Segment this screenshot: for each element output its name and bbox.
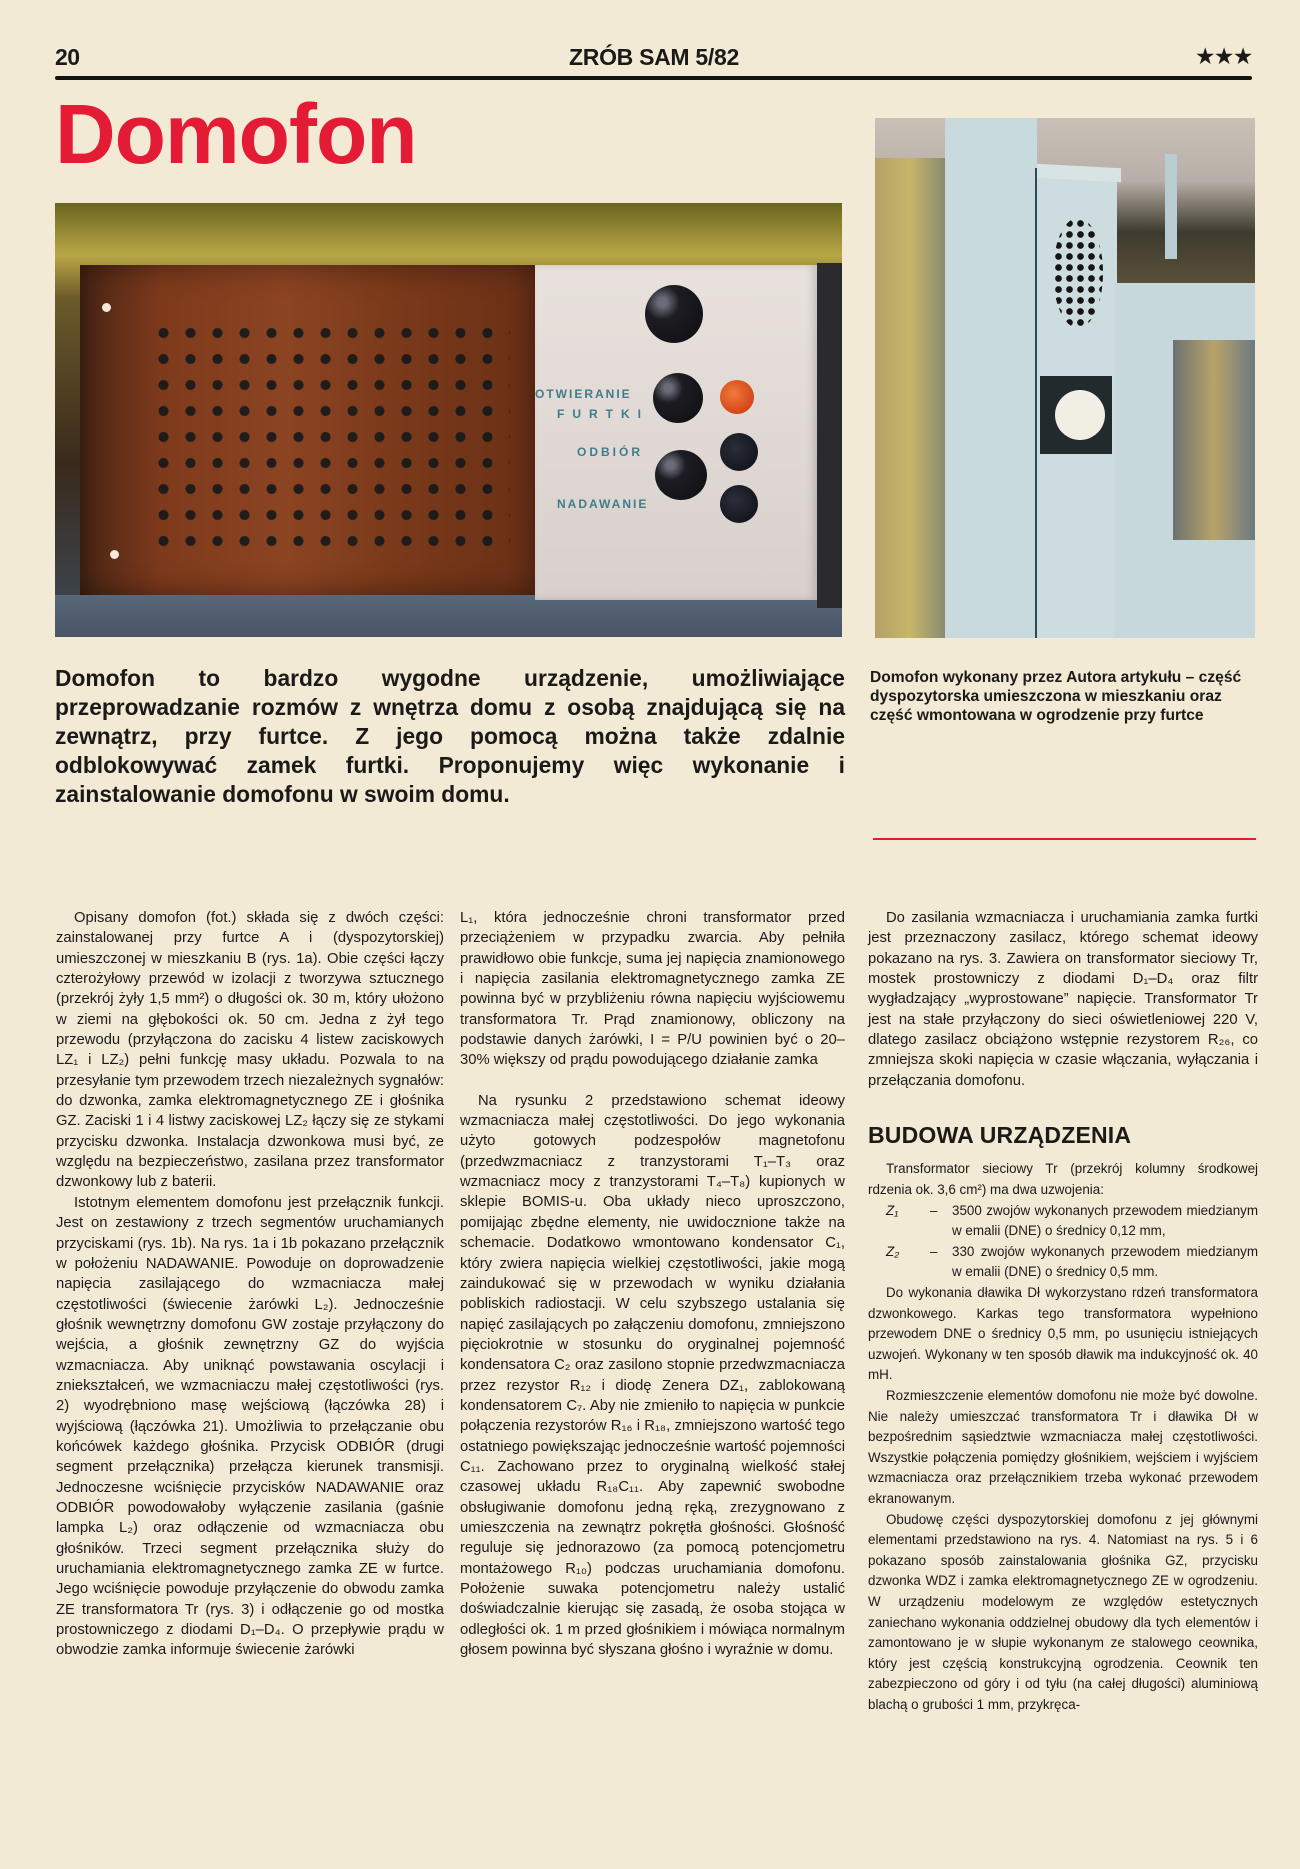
screw-icon xyxy=(110,550,119,559)
knob-top xyxy=(645,285,703,343)
article-title: Domofon xyxy=(55,87,417,181)
bell-button-icon xyxy=(1055,390,1105,440)
photo-caption: Domofon wykonany przez Autora artykułu – część dyspozytorska umieszczona w mieszkaniu oraz część wmontowana w ogrodzenie przy furtce xyxy=(870,669,1242,724)
lamp-indicator-icon xyxy=(720,380,754,414)
outdoor-speaker-grille xyxy=(1053,218,1103,328)
page-number: 20 xyxy=(55,44,80,70)
speaker-cabinet xyxy=(80,265,535,595)
photo-shadow xyxy=(817,263,842,608)
paragraph: Na rysunku 2 przedstawiono schemat ideowy wzmacniacza małej częstotliwości. Do jego wykonania użyto gotowych podzespołów magnetofonu (przedwzmacniacz z tranzystorami T₁–T₃ oraz wzmacniacz mocy z tranzystorami T₄–T₈) kupionych w sklepie BOMIS-u. Oba układy nieco uproszczono, pomijając zbędne elementy, nie uwidocznione także na schemacie. Dodatkowo wmontowano kondensator C₁, który zwiera napięcia wielkiej częstotliwości, jakie mogą zaindukować się w przewodach w wyniku działania pobliskich radiostacji. W celu szybszego ustalania się napięć zasilających po załączeniu domofonu, zmniejszono pięciokrotnie w stosunku do oryginalnej pojemność kondensatora C₂ oraz zasilono stopnie przedwzmacniacza przez rezystor R₁₂ i diodę Zenera DZ₁, zablokowaną kondensatorem C₇. Aby nie zmieniło to napięcia w punkcie połączenia rezystorów R₁₆ i R₁₈, zmniejszono wartość tego ostatniego powiększając jednocześnie wartość pojemności C₁₁. Zachowano przez to oryginalną wielkość stałej czasowej układu R₁₈C₁₁. Aby zapewnić swobodne obsługiwanie domofonu jedną ręką, zrezygnowano z umieszczenia na zewnątrz pokrętła głośności. Głośność reguluje się jednorazowo (za pomocą potencjometru montażowego R₁₀) podczas uruchamiania domofonu. Położenie suwaka potencjometru należy ustalić doświadczalnie kierując się zasadą, że osoba stojąca w odległości ok. 1 m przed głośnikiem i mówiąca normalnym głosem powinna być słyszana głośno i wyraźnie w domu. xyxy=(460,1092,845,1659)
column-1 xyxy=(56,908,444,1661)
fence-bar xyxy=(1165,154,1177,259)
paragraph: Do zasilania wzmacniacza i uruchamiania zamka furtki jest przeznaczony zasilacz, którego schemat ideowy pokazano na rys. 3. Zawiera on transformator sieciowy Tr, mostek prostowniczy z diodami D₁–D₄ oraz filtr wygładzający „wyprostowane” napięcie. Transformator Tr jest na stałe przyłączony do sieci oświetleniowej 220 V, dlatego zasilacz obciążono wstępnie rezystorem R₂₆, co zmniejsza skoki napięcia w czasie włączania, wyłączania i przełączania domofonu. xyxy=(868,910,1258,1089)
fence-background xyxy=(875,158,945,638)
difficulty-stars-icon: ★★★ xyxy=(1196,46,1253,68)
column-2 xyxy=(460,908,845,1660)
knob-transmit xyxy=(720,485,758,523)
speaker-grille xyxy=(150,320,510,560)
paragraph: Obudowę części dyspozytorskiej domofonu z jej głównymi elementami przedstawiono na rys. 4. Natomiast na rys. 5 i 6 pokazano sposób zainstalowania głośnika GZ, przycisku dzwonka WDZ i zamka elektromagnetycznego ZE w ogrodzeniu. W urządzeniu modelowym ze względów estetycznych zaniechano wykonania oddzielnej obudowy dla tych elementów i zamontowano je w słupie wykonanym ze stalowego ceownika, który jest częścią konstrukcyjną ogrodzenia. Ceownik ten zabezpieczono od góry i od tyłu (na całej długości) aluminiową blachą o grubości 1 mm, przykręca- xyxy=(868,1511,1258,1712)
label-receive: ODBIÓR xyxy=(577,445,643,459)
knob-receive xyxy=(720,433,758,471)
knob-transmit-main xyxy=(655,450,707,500)
winding-dash: – xyxy=(930,1202,938,1218)
winding-text: 3500 zwojów wykonanych przewodem miedzianym w emalii (DNE) o średnicy 0,12 mm, xyxy=(952,1202,1258,1239)
section-heading: BUDOWA URZĄDZENIA xyxy=(868,1122,1132,1149)
knob-open-gate xyxy=(653,373,703,423)
label-transmit: NADAWANIE xyxy=(557,497,649,511)
column-3 xyxy=(868,908,1258,1715)
page-header xyxy=(55,40,1253,76)
winding-label: Z₂ xyxy=(886,1243,900,1259)
winding-label: Z₁ xyxy=(886,1202,899,1218)
magazine-issue: ZRÓB SAM 5/82 xyxy=(569,44,739,70)
label-open-gate-1: OTWIERANIE xyxy=(535,387,632,401)
winding-item xyxy=(868,1242,1258,1283)
fence-post xyxy=(945,118,1037,638)
winding-item xyxy=(868,1201,1258,1242)
caption-rule xyxy=(873,838,1256,840)
lead-paragraph: Domofon to bardzo wygodne urządzenie, umożliwiające przeprowadzanie rozmów z wnętrza domu z osobą znajdującą się na zewnątrz, przy furtce. Z jego pomocą można także zdalnie odblokowywać zamek furtki. Proponujemy więc wykonanie i zainstalowanie domofonu w swoim domu. xyxy=(55,665,845,807)
screw-icon xyxy=(102,303,111,312)
label-open-gate-2: FURTKI xyxy=(557,407,649,421)
paragraph: Istotnym elementem domofonu jest przełącznik funkcji. Jest on zestawiony z trzech segmentów uruchamianych przyciskami (rys. 1b). Na rys. 1a i 1b pokazano przełącznik w położeniu NADAWANIE. Powoduje on doprowadzenie napięcia zasilającego do wzmacniacza małej częstotliwości (świecenie żarówki L₂). Jednocześnie głośnik wewnętrzny domofonu GW zostaje przyłączony do wejścia, a głośnik zewnętrzny GZ do wyjścia wzmacniacza. Aby uniknąć powstawania oscylacji i zniekształceń, we wzmacniaczu małej częstotliwości (rys. 2) wyodrębniono masę wejściową (łączówka 28) i wyjściową (łączówka 21). Umożliwia to przełączanie obu końcówek każdego głośnika. Przycisk ODBIÓR (drugi segment przełącznika) przełącza kierunek transmisji. Jednoczesne wciśnięcie przycisków NADAWANIE oraz ODBIÓR powodowałoby wyłączenie zasilania (gaśnie lampka L₂) oraz odłączenie od wzmacniacza obu głośników. Trzeci segment przełącznika służy do uruchamiania elektromagnetycznego zamka ZE w furtce. Jego wciśnięcie powoduje przyłączenie do obwodu zamka ZE transformatora Tr (rys. 3) i odłączenie go od mostka prostowniczego z diodami D₁–D₄. O przepływie prądu w obwodzie zamka informuje świecenie żarówki xyxy=(56,1194,444,1659)
gate-opening xyxy=(1173,340,1255,540)
winding-dash: – xyxy=(930,1243,938,1259)
photo-outdoor-unit xyxy=(875,118,1255,638)
header-rule xyxy=(55,76,1252,80)
paragraph: Do wykonania dławika Dł wykorzystano rdzeń transformatora dzwonkowego. Karkas tego transformatora wypełniono przewodem DNE o średnicy 0,5 mm, po usunięciu istniejących uzwojeń. Wykonany w ten sposób dławik ma indukcyjność ok. 40 mH. xyxy=(868,1285,1258,1383)
winding-text: 330 zwojów wykonanych przewodem miedzianym w emalii (DNE) o średnicy 0,5 mm. xyxy=(952,1243,1258,1280)
control-panel xyxy=(535,265,817,600)
paragraph: L₁, która jednocześnie chroni transformator przed przeciążeniem w przypadku zwarcia. Aby pełniła prawidłowo obie funkcje, suma jej napięcia znamionowego i napięcia zasilania elektromagnetycznego zamka ZE powinna być w przybliżeniu równa napięciu wyjściowemu transformatora Tr. Prąd znamionowy, obliczony na podstawie danych żarówki, I = P/U powinien być o 20–30% większy od prądu powodującego działanie zamka xyxy=(460,910,845,1069)
photo-indoor-unit xyxy=(55,203,842,637)
paragraph: Rozmieszczenie elementów domofonu nie może być dowolne. Nie należy umieszczać transformatora Tr i dławika Dł w bezpośrednim sąsiedztwie wzmacniacza małej częstotliwości. Wszystkie połączenia pomiędzy głośnikiem, wejściem i wyjściem wzmacniacza oraz przełącznikiem trzeba wykonać przewodem ekranowanym. xyxy=(868,1387,1258,1506)
paragraph: Transformator sieciowy Tr (przekrój kolumny środkowej rdzenia ok. 3,6 cm²) ma dwa uzwojenia: xyxy=(868,1161,1258,1198)
photo-floor xyxy=(55,595,842,637)
paragraph: Opisany domofon (fot.) składa się z dwóch części: zainstalowanej przy furtce A i (dyspozytorskiej) umieszczonej w mieszkaniu B (rys. 1a). Obie części łączy czterożyłowy przewód w izolacji z tworzywa sztucznego (przekrój żyły 1,5 mm²) o długości ok. 30 m, który ułożono w ziemi na głębokości ok. 50 cm. Jedna z żył tego przewodu (przyłączona do zacisku 4 listew zaciskowych LZ₁ i LZ₂) pełni funkcję masy układu. Pozwala to na przesyłanie tym przewodem trzech niezależnych sygnałów: do dzwonka, zamka elektromagnetycznego ZE i głośnika GZ. Zaciski 1 i 4 listwy zaciskowej LZ₂ łączy się ze stykami przycisku dzwonka. Instalacja dzwonkowa musi być, ze względu na bezpieczeństwo, zasilana przez transformator dzwonkowy lub z baterii. xyxy=(56,910,444,1191)
